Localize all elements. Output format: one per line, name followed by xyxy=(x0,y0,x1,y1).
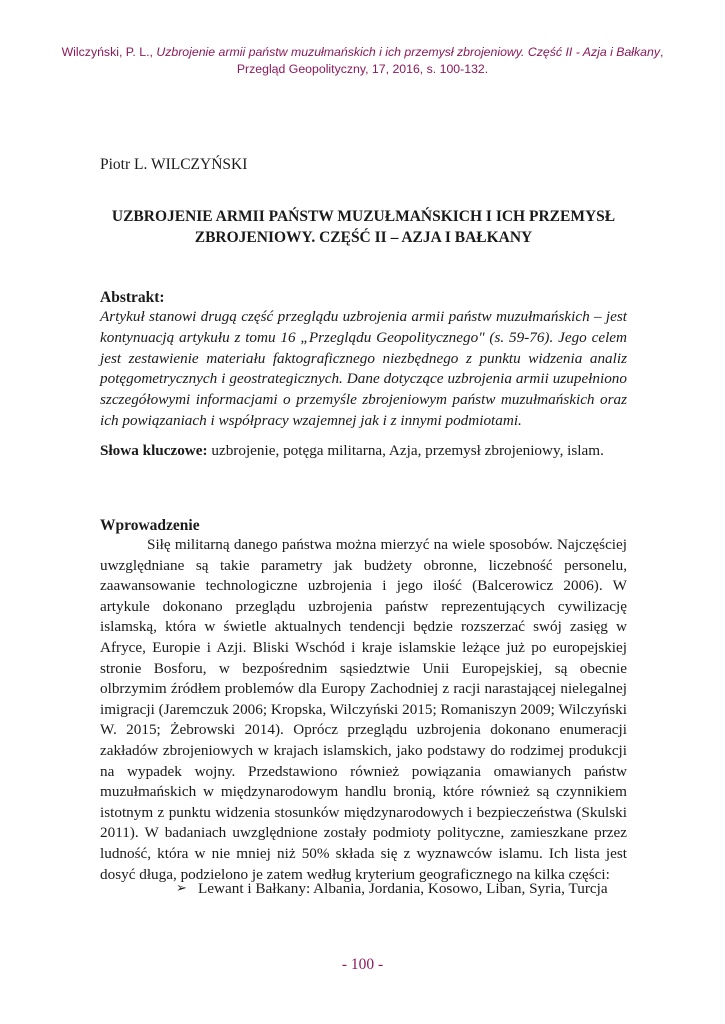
citation-header xyxy=(60,44,665,78)
arrow-bullet-icon: ➢ xyxy=(176,881,187,896)
citation-source: , Przegląd Geopolityczny, 17, 2016, s. 100-132. xyxy=(236,45,664,76)
citation-title: Uzbrojenie armii państw muzułmańskich i ich przemysł zbrojeniowy. Część II - Azja i Bałkany xyxy=(156,45,660,59)
article-title: UZBROJENIE ARMII PAŃSTW MUZUŁMAŃSKICH I ICH PRZEMYSŁ ZBROJENIOWY. CZĘŚĆ II – AZJA I BAŁKANY xyxy=(111,208,616,246)
list-item xyxy=(176,879,627,900)
introduction-heading: Wprowadzenie xyxy=(100,517,200,534)
page-number: - 100 - xyxy=(341,956,384,973)
author-name: Piotr L. WILCZYŃSKI xyxy=(100,156,248,173)
list-item-text: Lewant i Bałkany: Albania, Jordania, Kosowo, Liban, Syria, Turcja xyxy=(198,880,608,897)
abstract-heading: Abstrakt: xyxy=(100,289,165,306)
keywords-label: Słowa kluczowe: xyxy=(100,442,208,459)
keywords xyxy=(100,440,627,461)
abstract-text: Artykuł stanowi drugą część przeglądu uzbrojenia armii państw muzułmańskich – jest kontynuacją artykułu z tomu 16 „Przeglądu Geopolitycznego" (s. 59-76). Jego celem jest zestawienie materiału faktograficznego niezbędnego z punktu widzenia analiz potęgometrycznych i geostrategicznych. Dane dotyczące uzbrojenia armii uzupełniono szczegółowymi informacjami o przemyśle zbrojeniowym państw muzułmańskich oraz ich powiązaniach i współpracy wzajemnej jak i z innymi podmiotami. xyxy=(100,308,627,429)
keywords-text: uzbrojenie, potęga militarna, Azja, przemysł zbrojeniowy, islam. xyxy=(207,442,604,459)
introduction-text: Siłę militarną danego państwa można mierzyć na wiele sposobów. Najczęściej uwzględniane są takie parametry jak budżety obronne, liczebność personelu, zaawansowanie technologiczne uzbrojenia i jego ilość (Balcerowicz 2006). W artykule dokonano przeglądu uzbrojenia państw reprezentujących cywilizację islamską, która w świetle aktualnych tendencji będzie rozszerzać swój zasięg w Afryce, Europie i Azji. Bliski Wschód i kraje islamskie leżące już po europejskiej stronie Bosforu, w bezpośrednim sąsiedztwie Unii Europejskiej, są obecnie olbrzymim źródłem problemów dla Europy Zachodniej z racji narastającej nielegalnej imigracji (Jaremczuk 2006; Kropska, Wilczyński 2015; Romaniszyn 2009; Wilczyński W. 2015; Żebrowski 2014). Oprócz przeglądu uzbrojenia dokonano enumeracji zakładów zbrojeniowych w krajach islamskich, jako podstawy do rodzimej produkcji na wypadek wojny. Przedstawiono również powiązania omawianych państw muzułmańskich w międzynarodowym handlu bronią, które również są czynnikiem istotnym z punktu widzenia stosunków międzynarodowych i bezpieczeństwa (Skulski 2011). W badaniach uwzględnione zostały podmioty polityczne, zamieszkane przez ludność, która w nie mniej niż 50% składa się z wyznawców islamu. Ich lista jest dosyć długa, podzielono je zatem według kryterium geograficznego na kilka części: xyxy=(100,536,627,883)
citation-authors: Wilczyński, P. L., xyxy=(61,45,157,59)
